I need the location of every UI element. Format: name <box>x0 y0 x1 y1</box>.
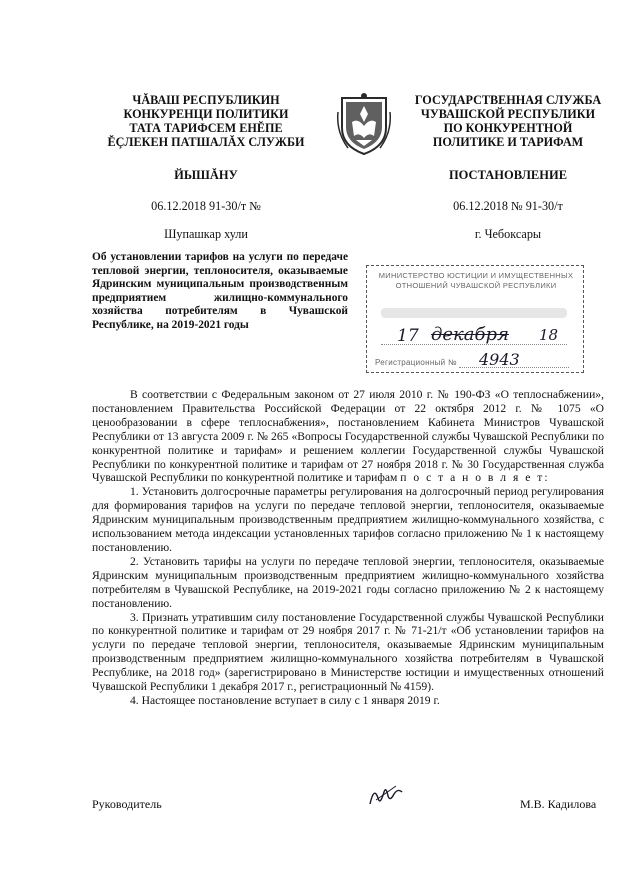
registration-stamp <box>366 265 584 373</box>
header-right-line: ЧУВАШСКОЙ РЕСПУБЛИКИ <box>420 107 596 121</box>
document-title: Об установлении тарифов на услуги по передаче тепловой энергии, теплоносителя, оказываемые Ядринским муниципальным производственным предприятием жилищно-коммунального хозяйства потребителям в Чувашской Республике, на 2019-2021 годы <box>92 251 348 331</box>
header-left-line: КОНКУРЕНЦИ ПОЛИТИКИ <box>123 107 289 121</box>
signature-name: М.В. Кадилова <box>520 797 597 811</box>
stamp-blur-line <box>381 308 567 318</box>
signature-position: Руководитель <box>92 797 162 811</box>
signature-icon <box>366 780 406 810</box>
header-left-line: ЧĂВАШ РЕСПУБЛИКИН <box>132 93 280 107</box>
header-right-city: г. Чебоксары <box>474 227 542 241</box>
item-2: 2. Установить тарифы на услуги по передаче тепловой энергии, теплоносителя, оказываемые Ядринским муниципальным производственным предприятием жилищно-коммунального хозяйства потребителям в Чувашской Республике, на 2019-2021 годы согласно приложению № 2 к настоящему постановлению. <box>92 554 604 610</box>
header-left-city: Шупашкар хули <box>164 227 248 241</box>
stamp-reg-number: 4943 <box>479 350 520 369</box>
stamp-handwritten-year: 18 <box>539 326 559 344</box>
header-left-line: ТАТА ТАРИФСЕМ ЕНĔПЕ <box>129 121 283 135</box>
header-right-line: ПОЛИТИКЕ И ТАРИФАМ <box>432 135 584 149</box>
header-left-date-number: 06.12.2018 91-30/т № <box>151 199 261 213</box>
preamble-paragraph <box>92 388 604 485</box>
item-3: 3. Признать утратившим силу постановление Государственной службы Чувашской Республики по конкурентной политике и тарифам от 29 ноября 2017 г. № 71-21/т «Об установлении тарифов на услуги по передаче тепловой энергии, теплоносителя, оказываемые Ядринским муниципальным производственным предприятием жилищно-коммунального хозяйства потребителям в Чувашской Республике, на 2018 год» (зарегистрировано в Министерстве юстиции и имущественных отношений Чувашской Республики 1 декабря 2017 г., регистрационный № 4159). <box>92 610 604 694</box>
header-left-line: ĔÇЛЕКЕН ПАТШАЛĂХ СЛУЖБИ <box>107 135 305 149</box>
stamp-reg-label: Регистрационный № <box>375 358 457 367</box>
item-4: 4. Настоящее постановление вступает в силу с 1 января 2019 г. <box>130 693 440 707</box>
coat-of-arms-icon <box>334 92 394 158</box>
header-right-doc-type: ПОСТАНОВЛЕНИЕ <box>448 168 568 182</box>
header-left-doc-type: ЙЫШĂНУ <box>174 168 238 182</box>
header-right-line: ГОСУДАРСТВЕННАЯ СЛУЖБА <box>414 93 602 107</box>
stamp-line-1: МИНИСТЕРСТВО ЮСТИЦИИ И ИМУЩЕСТВЕННЫХ <box>378 271 574 280</box>
stamp-handwritten-day: 17 <box>397 326 419 346</box>
header-right-line: ПО КОНКУРЕНТНОЙ <box>443 121 573 135</box>
preamble-verb: п о с т а н о в л я е т: <box>400 471 550 485</box>
header-left-org <box>92 93 320 149</box>
stamp-line-2: ОТНОШЕНИЙ ЧУВАШСКОЙ РЕСПУБЛИКИ <box>395 281 557 290</box>
stamp-handwritten-month: декабря <box>431 324 509 345</box>
item-1: 1. Установить долгосрочные параметры регулирования на долгосрочный период регулирования для формирования тарифов на услуги по передаче тепловой энергии, теплоносителя, оказываемые Ядринским муниципальным производственным предприятием жилищно-коммунального хозяйства, с использованием метода индексации установленных тарифов согласно приложению № 1 к настоящему постановлению. <box>92 485 604 554</box>
header-right-org <box>400 93 616 149</box>
preamble-text: В соответствии с Федеральным законом от 27 июля 2010 г. № 190-ФЗ «О теплоснабжении», постановлением Правительства Российской Федерации от 22 октября 2012 г. № 1075 «О ценообразовании в сфере теплоснабжения», постановлением Кабинета Министров Чувашской Республики от 13 августа 2009 г. № 265 «Вопросы Государственной службы Чувашской Республики по конкурентной политике и тарифам» и решением коллегии Государственной службы Чувашской Республики по конкурентной политике и тарифам от 27 ноября 2018 г. № 30 Государственная служба Чувашской Республики по конкурентной политике и тарифам <box>92 388 604 485</box>
header-right-date-number: 06.12.2018 № 91-30/т <box>453 199 563 213</box>
document-body <box>92 388 604 708</box>
